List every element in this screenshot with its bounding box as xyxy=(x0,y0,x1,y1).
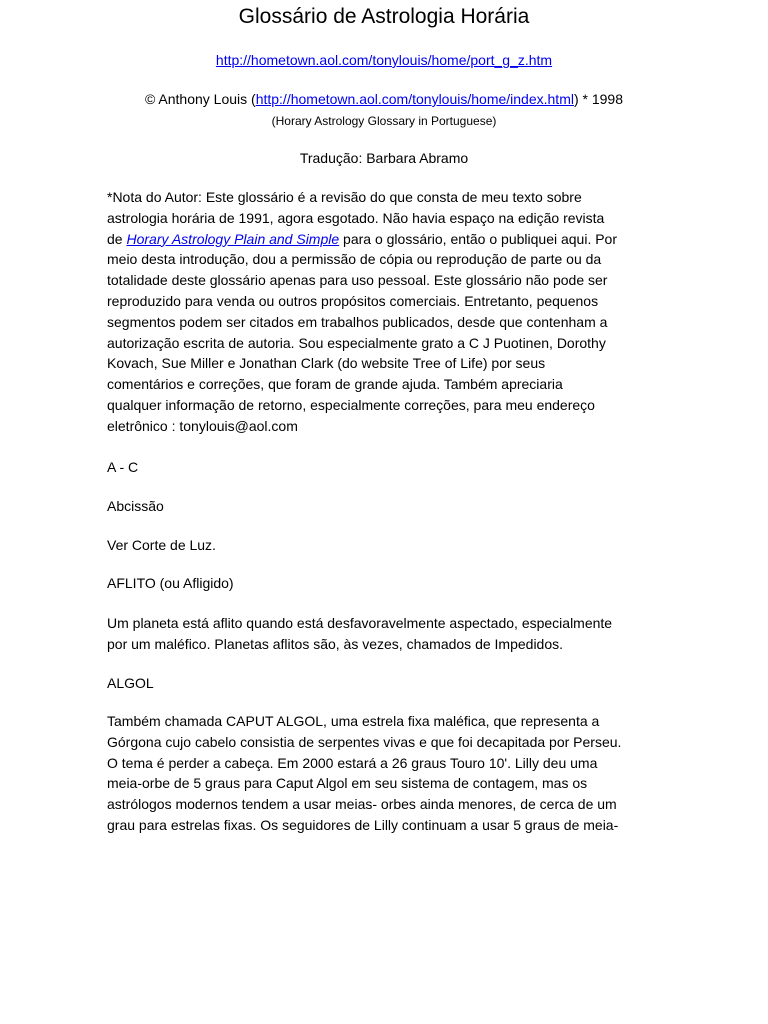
copyright-prefix: © Anthony Louis ( xyxy=(144,91,256,107)
glossary-term-aflito: AFLITO (ou Afligido) xyxy=(107,575,234,591)
author-note-line: *Nota do Autor: Este glossário é a revisão do que consta de meu texto sobre xyxy=(107,189,582,205)
author-note-line: eletrônico : tonylouis@aol.com xyxy=(107,417,298,434)
definition-line: O tema é perder a cabeça. Em 2000 estará a 26 graus Touro 10'. Lilly deu uma xyxy=(107,754,598,771)
glossary-definition-abcissao: Ver Corte de Luz. xyxy=(107,537,216,553)
source-url-link[interactable]: http://hometown.aol.com/tonylouis/home/port_g_z.htm xyxy=(215,52,553,68)
page-title: Glossário de Astrologia Horária xyxy=(238,5,530,28)
definition-line: astrólogos modernos tendem a usar meias- orbes ainda menores, de cerca de um xyxy=(107,796,617,813)
author-note-line: astrologia horária de 1991, agora esgotado. Não havia espaço na edição revista xyxy=(107,209,605,226)
author-note-line: Kovach, Sue Miller e Jonathan Clark (do website Tree of Life) por seus xyxy=(107,355,546,372)
author-note-line: autorização escrita de autoria. Sou especialmente grato a C J Puotinen, Dorothy xyxy=(107,334,606,351)
definition-line: por um maléfico. Planetas aflitos são, às vezes, chamados de Impedidos. xyxy=(107,635,564,652)
author-note-text: de xyxy=(107,230,127,247)
author-note-text: para o glossário, então o publiquei aqui. Por xyxy=(339,230,618,247)
definition-line: Também chamada CAPUT ALGOL, uma estrela fixa maléfica, que representa a xyxy=(107,713,600,729)
translator-credit: Tradução: Barbara Abramo xyxy=(299,150,469,166)
author-note-line: meio desta introdução, dou a permissão de cópia ou reprodução de parte ou da xyxy=(107,251,602,268)
definition-line: Um planeta está aflito quando está desfavoravelmente aspectado, especialmente xyxy=(107,615,613,631)
author-note-line xyxy=(107,229,663,250)
author-note-line: segmentos podem ser citados em trabalhos publicados, desde que contenham a xyxy=(107,313,608,330)
author-note-line: comentários e correções, que foram de grande ajuda. Também apreciaria xyxy=(107,376,563,393)
section-heading-a-c: A - C xyxy=(107,459,139,475)
glossary-term-abcissao: Abcissão xyxy=(107,498,164,514)
book-title-link[interactable]: Horary Astrology Plain and Simple xyxy=(126,230,340,247)
copyright-line xyxy=(0,89,768,109)
glossary-definition-algol xyxy=(107,711,663,836)
definition-line: Górgona cujo cabelo consistia de serpentes vivas e que foi decapitada por Perseu. xyxy=(107,733,622,750)
author-note-paragraph xyxy=(107,187,663,437)
glossary-term-algol: ALGOL xyxy=(107,675,154,691)
copyright-suffix: ) * 1998 xyxy=(573,91,624,107)
author-homepage-link[interactable]: http://hometown.aol.com/tonylouis/home/index.html xyxy=(255,91,574,107)
definition-line: grau para estrelas fixas. Os seguidores de Lilly continuam a usar 5 graus de meia- xyxy=(107,816,619,833)
author-note-line: qualquer informação de retorno, especialmente correções, para meu endereço xyxy=(107,396,595,413)
source-url-line xyxy=(0,50,768,70)
glossary-definition-aflito xyxy=(107,613,663,655)
author-note-line: totalidade deste glossário apenas para uso pessoal. Este glossário não pode ser xyxy=(107,272,608,289)
definition-line: meia-orbe de 5 graus para Caput Algol em seu sistema de contagem, mas os xyxy=(107,775,588,792)
english-subtitle: (Horary Astrology Glossary in Portuguese) xyxy=(271,114,497,128)
author-note-line: reproduzido para venda ou outros propósitos comerciais. Entretanto, pequenos xyxy=(107,292,599,309)
